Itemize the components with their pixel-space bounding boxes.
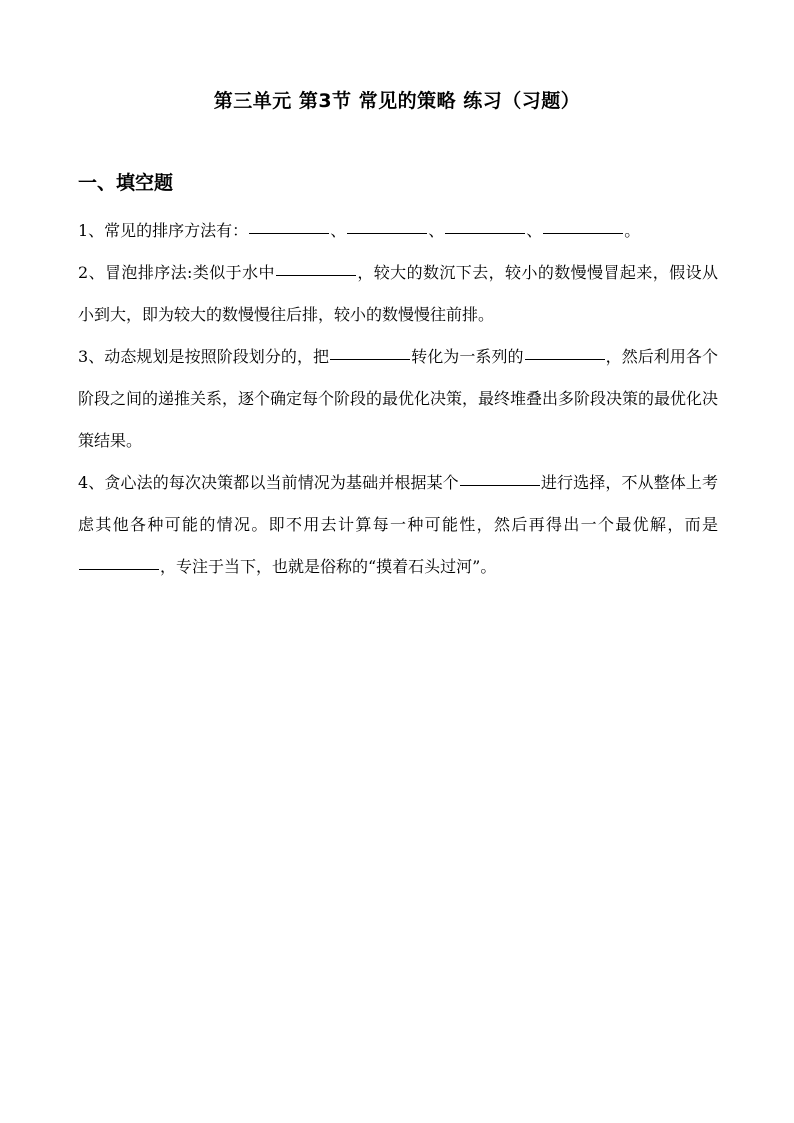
question-3	[78, 336, 718, 462]
question-text: ，然后利用各个阶段之间的递推关系，逐个确定每个阶段的最优化决策，最终堆叠出多阶段决策的最优化决策结果。	[78, 347, 719, 450]
question-text: 、	[526, 221, 543, 240]
answer-blank	[445, 232, 525, 234]
question-text: ，专注于当下，也就是俗称的“摸着石头过河”。	[160, 557, 497, 576]
section-heading: 一、填空题	[78, 172, 174, 194]
question-text: 4、贪心法的每次决策都以当前情况为基础并根据某个	[78, 473, 459, 492]
answer-blank	[460, 484, 540, 486]
question-text: 3、动态规划是按照阶段划分的，把	[78, 347, 330, 366]
answer-blank	[276, 274, 356, 276]
answer-blank	[79, 568, 159, 570]
question-text: 、	[330, 221, 347, 240]
question-list	[78, 210, 718, 588]
page-title: 第三单元 第3节 常见的策略 练习（习题）	[213, 90, 581, 112]
answer-blank	[525, 358, 605, 360]
question-text: 1、常见的排序方法有：	[78, 221, 249, 240]
question-text: 进行选择，不从整体上考虑其他各种可能的情况。即不用去计算每一种可能性，然后再得出一个最优解，而是	[78, 473, 718, 534]
question-text: ，较大的数沉下去，较小的数慢慢冒起来，假设从小到大，即为较大的数慢慢往后排，较小的数慢慢往前排。	[78, 263, 718, 324]
question-text: 、	[428, 221, 445, 240]
question-text: 2、冒泡排序法:类似于水中	[78, 263, 275, 282]
question-text: 。	[624, 221, 641, 240]
answer-blank	[249, 232, 329, 234]
answer-blank	[543, 232, 623, 234]
question-4	[78, 462, 718, 588]
answer-blank	[347, 232, 427, 234]
question-2	[78, 252, 718, 336]
question-text: 转化为一系列的	[411, 347, 524, 366]
answer-blank	[330, 358, 410, 360]
question-1	[78, 210, 718, 252]
